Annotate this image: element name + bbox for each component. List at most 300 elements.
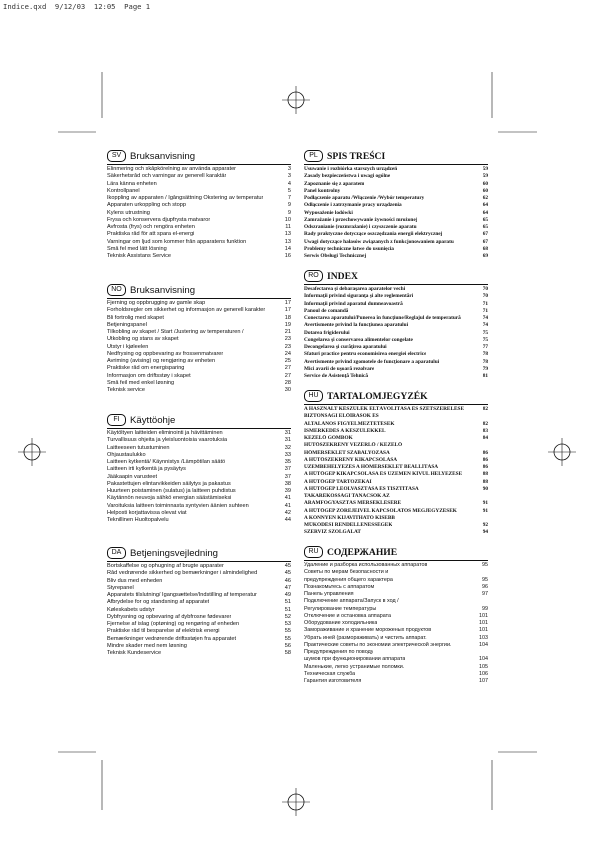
toc-entry[interactable] bbox=[304, 620, 488, 627]
toc-entry-page: 74 bbox=[482, 315, 488, 321]
toc-entry-text: Оборудование холодильника bbox=[304, 620, 378, 626]
toc-entry-page bbox=[484, 442, 488, 449]
toc-entry[interactable] bbox=[107, 445, 291, 452]
toc-entry-text: Lära känna enheten bbox=[107, 180, 157, 187]
toc-entry[interactable] bbox=[304, 322, 488, 329]
toc-entry[interactable] bbox=[304, 173, 488, 180]
toc-entry-page: 84 bbox=[482, 435, 488, 441]
section-title: Bruksanvisning bbox=[130, 284, 196, 296]
toc-entry[interactable] bbox=[304, 508, 488, 515]
toc-entry-text: ÜZEMBEHELYEZÉS A HŐMÉRSÉKLET BEÁLLÍTÁSA bbox=[304, 464, 439, 470]
toc-entry-page: 94 bbox=[482, 529, 488, 536]
toc-entry[interactable] bbox=[304, 613, 488, 620]
toc-entry-text: Убрать иней (размораживать) и чистить аппарат. bbox=[304, 634, 427, 641]
toc-entry[interactable] bbox=[107, 488, 291, 495]
toc-entry-text: TAKARÉKOSSÁGI TANÁCSOK AZ bbox=[304, 493, 390, 499]
toc-entry-text: Удаление и разборка использованных аппаратов bbox=[304, 562, 428, 568]
section-rule bbox=[107, 561, 291, 562]
toc-entry[interactable] bbox=[304, 500, 488, 507]
toc-entry-text: Praktiska råd för att spara el-energi bbox=[107, 231, 195, 238]
toc-entry[interactable] bbox=[107, 466, 291, 473]
toc-entry-page: 7 bbox=[287, 195, 291, 201]
toc-entry-text: Ohjaustaulukko bbox=[107, 451, 146, 458]
toc-entry[interactable] bbox=[107, 210, 291, 217]
toc-entry-page: 88 bbox=[482, 478, 488, 485]
toc-entry[interactable] bbox=[304, 253, 488, 260]
toc-entry-text: Avfrosta (frys) och rengöra enheten bbox=[107, 224, 195, 230]
toc-entry-page: 56 bbox=[284, 642, 291, 649]
toc-entry[interactable] bbox=[304, 479, 488, 486]
toc-entry[interactable] bbox=[304, 591, 488, 598]
toc-entry-text: Odszranianie (rozmrażanie) i czyszczenie aparatu bbox=[304, 224, 417, 230]
toc-entry-page: 37 bbox=[284, 466, 291, 473]
toc-entry[interactable] bbox=[107, 365, 291, 372]
toc-entry-text: Käytännön neuvoja sähkö energian säästämiseksi bbox=[107, 495, 232, 502]
toc-entry[interactable] bbox=[107, 495, 291, 502]
toc-section-ro bbox=[304, 270, 488, 380]
toc-entry[interactable] bbox=[304, 569, 488, 576]
toc-entry-page: 59 bbox=[482, 173, 488, 180]
toc-entry-text: Avertismente privind zgomotele de funcţionare a aparatului bbox=[304, 358, 440, 365]
toc-entry[interactable] bbox=[304, 577, 488, 584]
toc-entry[interactable] bbox=[107, 563, 291, 570]
toc-entry[interactable] bbox=[107, 195, 291, 202]
section-rule bbox=[304, 404, 488, 405]
toc-entry-page: 64 bbox=[482, 202, 488, 209]
toc-entry-page: 33 bbox=[284, 451, 291, 458]
toc-section-da bbox=[107, 547, 291, 657]
toc-entry[interactable] bbox=[304, 373, 488, 380]
toc-entry-page bbox=[484, 515, 488, 522]
toc-entry-text: Pakastettujen elintarvikkeiden säilytys ja pakastus bbox=[107, 480, 231, 487]
toc-entry[interactable] bbox=[304, 450, 488, 457]
section-title: Betjeningsvejledning bbox=[130, 547, 219, 559]
toc-entry-page: 91 bbox=[482, 507, 488, 514]
toc-entry-text: Frysa och konservera djupfrysta matvaror bbox=[107, 216, 211, 223]
toc-entry[interactable] bbox=[107, 181, 291, 188]
toc-entry-text: Гарантия изготовителя bbox=[304, 678, 362, 684]
toc-entry-page: 68 bbox=[482, 245, 488, 252]
toc-entry[interactable] bbox=[304, 584, 488, 591]
toc-entry[interactable] bbox=[107, 614, 291, 621]
toc-entry-text: Afbrydelse for og standsning af apparatet bbox=[107, 599, 210, 606]
toc-entry-page: 86 bbox=[482, 456, 488, 463]
toc-entry-page: 27 bbox=[284, 365, 291, 372]
toc-entry-page: 41 bbox=[284, 502, 291, 509]
toc-entry-text: Подключение аппарата/Запуск в ход / bbox=[304, 598, 399, 605]
toc-entry-text: Teknisk Kundeservice bbox=[107, 650, 162, 656]
toc-entry-text: A HASZNÁLT KÉSZÜLÉK ELTÁVOLÍTÁSA ÉS SZÉTSZERELÉSE bbox=[304, 406, 465, 412]
toc-entry[interactable] bbox=[107, 246, 291, 253]
toc-entry-page: 88 bbox=[482, 471, 488, 478]
toc-entry[interactable] bbox=[107, 315, 291, 322]
toc-entry-page: 95 bbox=[482, 576, 488, 583]
toc-entry-text: ÁLTALÁNOS FIGYELMEZTETÉSEK bbox=[304, 420, 395, 427]
toc-entry-text: Conectarea aparatului/Punerea în funcţiune/Reglajul de temperatură bbox=[304, 315, 461, 321]
toc-entry[interactable] bbox=[107, 578, 291, 585]
toc-entry-text: Problemy techniczne łatwe do usunięcia bbox=[304, 245, 394, 252]
toc-entry-text: Betjeningspanel bbox=[107, 321, 147, 328]
toc-entry[interactable] bbox=[304, 562, 488, 569]
toc-entry[interactable] bbox=[107, 570, 291, 577]
toc-entry[interactable] bbox=[304, 671, 488, 678]
toc-entry[interactable] bbox=[304, 231, 488, 238]
toc-entry-text: HŐMÉRSÉKLET SZABÁLYOZÁSA bbox=[304, 449, 390, 456]
toc-entry-text: Laitteen kytkentä/ Käynnistys /Lämpötilan säätö bbox=[107, 459, 226, 465]
toc-entry-text: Панель управления bbox=[304, 591, 354, 597]
toc-entry-page: 42 bbox=[284, 509, 291, 516]
toc-entry-text: Teknisk Assistans Service bbox=[107, 253, 172, 259]
toc-entry[interactable] bbox=[107, 329, 291, 336]
toc-entry[interactable] bbox=[107, 344, 291, 351]
toc-entry[interactable] bbox=[304, 246, 488, 253]
toc-entry-text: Congelarea şi conservarea alimentelor congelate bbox=[304, 336, 413, 343]
toc-entry[interactable] bbox=[107, 358, 291, 365]
toc-entry[interactable] bbox=[304, 337, 488, 344]
toc-entry-text: Предупреждения по поводу bbox=[304, 649, 374, 655]
toc-entry-text: ISMERKEDÉS A KÉSZÜLÉKKEL bbox=[304, 427, 386, 434]
toc-entry[interactable] bbox=[304, 486, 488, 493]
toc-entry[interactable] bbox=[107, 517, 291, 524]
toc-entry-text: Forholdsregler om sikkerhet og informasjon av generell karakter bbox=[107, 307, 266, 314]
toc-entry-text: Fjerning og oppbrugging av gamle skap bbox=[107, 300, 206, 306]
toc-entry-text: A HŰTŐGÉP LEOLVASZTÁSA ÉS TISZTÍTÁSA bbox=[304, 485, 419, 492]
toc-entry-text: Bortskaffelse og ophugning af brugte apparater bbox=[107, 563, 224, 569]
toc-entry-page: 74 bbox=[482, 322, 488, 329]
toc-entry-page: 18 bbox=[284, 314, 291, 321]
section-header bbox=[304, 270, 488, 282]
toc-entry[interactable] bbox=[304, 181, 488, 188]
section-title: СОДЕРЖАНИЕ bbox=[327, 546, 398, 558]
toc-entry[interactable] bbox=[304, 188, 488, 195]
toc-entry-text: Bemærkninger vedrørende driftsstøjen fra apparatet bbox=[107, 635, 237, 642]
toc-entry[interactable] bbox=[107, 188, 291, 195]
toc-entry[interactable] bbox=[107, 380, 291, 387]
toc-entry-text: Dotarea frigiderului bbox=[304, 329, 350, 336]
toc-entry-page: 101 bbox=[479, 627, 488, 634]
toc-entry-page: 13 bbox=[284, 231, 291, 238]
toc-entry[interactable] bbox=[304, 642, 488, 649]
toc-entry-text: Panoul de comandă bbox=[304, 307, 349, 314]
section-rule bbox=[107, 298, 291, 299]
toc-entry-page: 9 bbox=[287, 202, 291, 209]
toc-entry[interactable] bbox=[304, 217, 488, 224]
toc-entry-text: Turvallisuus ohjeita ja yleisluontoisia vaarotuksia bbox=[107, 437, 228, 444]
toc-entry[interactable] bbox=[304, 239, 488, 246]
toc-entry-text: A HŰTŐGÉP TARTOZÉKAI bbox=[304, 478, 372, 485]
toc-entry[interactable] bbox=[304, 224, 488, 231]
toc-entry[interactable] bbox=[304, 359, 488, 366]
toc-entry-text: Apparaten urkoppling och stopp bbox=[107, 202, 186, 209]
toc-entry-text: Køleskabets udstyr bbox=[107, 606, 155, 613]
toc-entry-page: 62 bbox=[482, 195, 488, 201]
toc-entry[interactable] bbox=[304, 493, 488, 500]
toc-entry-page: 67 bbox=[482, 238, 488, 245]
toc-entry-text: предупреждения общего характера bbox=[304, 576, 393, 583]
toc-entry-page: 51 bbox=[284, 606, 291, 613]
toc-entry[interactable] bbox=[107, 599, 291, 606]
toc-entry-text: Регулирование температуры bbox=[304, 605, 377, 612]
toc-entry[interactable] bbox=[304, 522, 488, 529]
toc-entry[interactable] bbox=[304, 464, 488, 471]
toc-entry-text: Apparatets tilslutning/ Igangsættelse/Indstilling af temperatur bbox=[107, 592, 257, 598]
toc-entry[interactable] bbox=[107, 239, 291, 246]
toc-entry-page: 38 bbox=[284, 480, 291, 487]
toc-entry[interactable] bbox=[107, 166, 291, 173]
toc-entry-page: 65 bbox=[482, 216, 488, 223]
toc-entry-page: 71 bbox=[482, 300, 488, 307]
toc-entry-page: 21 bbox=[284, 329, 291, 335]
toc-entry[interactable] bbox=[107, 300, 291, 307]
toc-entry-page: 28 bbox=[284, 379, 291, 386]
toc-entry-text: Mici avarii de uşoară rezolvare bbox=[304, 365, 375, 372]
toc-entry-page: 90 bbox=[482, 485, 488, 492]
toc-entry-page: 37 bbox=[284, 473, 291, 480]
toc-entry-page: 75 bbox=[482, 329, 488, 336]
language-badge: PL bbox=[304, 150, 323, 162]
toc-entry-text: Замораживание и хранение мороженых продуктов bbox=[304, 627, 432, 634]
toc-section-fi bbox=[107, 414, 291, 524]
toc-entry-text: Små feil med enkel løsning bbox=[107, 379, 175, 386]
toc-entry-page: 27 bbox=[284, 372, 291, 379]
toc-entry-page: 14 bbox=[284, 245, 291, 252]
toc-entry[interactable] bbox=[304, 315, 488, 322]
toc-entry-text: Käytöltyen laitteiden eliminointi ja hävittäminen bbox=[107, 430, 223, 436]
section-title: Bruksanvisning bbox=[130, 150, 196, 162]
toc-entry-text: Praktiske råd til besparelse af elektrisk energi bbox=[107, 628, 220, 635]
toc-entry-page: 4 bbox=[287, 180, 291, 187]
toc-entry-page: 86 bbox=[482, 449, 488, 456]
toc-entry[interactable] bbox=[304, 457, 488, 464]
toc-entry[interactable] bbox=[304, 678, 488, 685]
section-rule bbox=[304, 164, 488, 165]
toc-entry[interactable] bbox=[107, 224, 291, 231]
section-title: Käyttöohje bbox=[130, 414, 176, 426]
toc-entry-text: ÁRAMFOGYASZTÁS MÉRSÉKLÉSÉRE bbox=[304, 500, 402, 507]
toc-entry-text: Varningar om ljud som kommer från apparatens funktion bbox=[107, 238, 247, 245]
toc-entry-page: 81 bbox=[482, 373, 488, 379]
toc-entry-page: 71 bbox=[482, 307, 488, 314]
toc-entry-page: 86 bbox=[482, 464, 488, 470]
toc-entry-text: Практические советы по экономии электрической энергии. bbox=[304, 641, 452, 648]
toc-entry-page bbox=[484, 649, 488, 656]
toc-entry-text: Ikoppling av apparaten / Igångsättning Ökstering av temperatur bbox=[107, 195, 264, 201]
section-rule bbox=[304, 560, 488, 561]
toc-entry[interactable] bbox=[107, 592, 291, 599]
toc-entry-page: 52 bbox=[284, 613, 291, 620]
toc-entry-page: 101 bbox=[479, 620, 488, 626]
toc-entry[interactable] bbox=[304, 428, 488, 435]
toc-entry-page: 78 bbox=[482, 358, 488, 365]
section-rule bbox=[107, 428, 291, 429]
toc-entry-text: Zamrażanie i przechowywanie żywności mrożonej bbox=[304, 216, 418, 223]
toc-entry[interactable] bbox=[304, 195, 488, 202]
toc-entry[interactable] bbox=[107, 474, 291, 481]
toc-entry-page: 103 bbox=[479, 634, 488, 641]
toc-entry-text: Mindre skader med nem løsning bbox=[107, 642, 187, 649]
toc-entry[interactable] bbox=[304, 515, 488, 522]
toc-entry[interactable] bbox=[107, 322, 291, 329]
toc-section-pl bbox=[304, 150, 488, 260]
toc-entry-text: Huurteen poistaminen (sulatus) ja laitteen puhdistus bbox=[107, 488, 236, 494]
toc-entry[interactable] bbox=[107, 510, 291, 517]
toc-entry-page: 53 bbox=[284, 621, 291, 627]
section-title: TARTALOMJEGYZÉK bbox=[327, 390, 428, 402]
toc-entry[interactable] bbox=[107, 636, 291, 643]
toc-entry-page: 44 bbox=[284, 517, 291, 523]
toc-entry[interactable] bbox=[107, 173, 291, 180]
toc-entry[interactable] bbox=[107, 336, 291, 343]
toc-entry-text: Техническая служба bbox=[304, 670, 356, 677]
toc-entry-page: 97 bbox=[482, 591, 488, 597]
toc-entry-page: 69 bbox=[482, 253, 488, 259]
toc-entry[interactable] bbox=[304, 330, 488, 337]
toc-entry[interactable] bbox=[107, 481, 291, 488]
toc-entry-page: 60 bbox=[482, 180, 488, 187]
toc-entry[interactable] bbox=[107, 650, 291, 657]
toc-entry[interactable] bbox=[304, 351, 488, 358]
toc-entry[interactable] bbox=[107, 628, 291, 635]
toc-entry[interactable] bbox=[304, 529, 488, 536]
toc-entry[interactable] bbox=[304, 435, 488, 442]
toc-entry-text: Utstyr i kjøleelen bbox=[107, 343, 149, 350]
toc-entry-text: Teknisk service bbox=[107, 387, 145, 393]
toc-entry-text: Små fel med lätt lösning bbox=[107, 245, 167, 252]
toc-entry[interactable] bbox=[107, 437, 291, 444]
toc-entry[interactable] bbox=[304, 421, 488, 428]
toc-entry-page: 70 bbox=[482, 293, 488, 300]
toc-entry-text: Bli fortrolig med skapet bbox=[107, 314, 164, 321]
toc-entry-page: 101 bbox=[479, 612, 488, 619]
toc-entry[interactable] bbox=[304, 442, 488, 449]
toc-entry-page: 31 bbox=[284, 430, 291, 436]
toc-entry[interactable] bbox=[304, 210, 488, 217]
toc-entry-text: Советы по мерам безопасности и bbox=[304, 569, 389, 576]
toc-entry[interactable] bbox=[304, 471, 488, 478]
toc-entry-page: 104 bbox=[479, 656, 488, 663]
toc-entry-page: 64 bbox=[482, 209, 488, 216]
toc-entry-text: Kylens utrustning bbox=[107, 209, 150, 216]
toc-entry-text: Отключение и остановка аппарата bbox=[304, 612, 391, 619]
section-header bbox=[304, 390, 488, 402]
section-title: SPIS TREŚCI bbox=[327, 150, 386, 162]
toc-entry[interactable] bbox=[304, 627, 488, 634]
toc-entry-text: Маленькие, легко устранимые поломки. bbox=[304, 663, 405, 670]
toc-entry[interactable] bbox=[107, 643, 291, 650]
section-header bbox=[304, 150, 488, 162]
toc-entry-text: Zapoznanie się z aparatem bbox=[304, 180, 365, 187]
toc-entry[interactable] bbox=[107, 307, 291, 314]
toc-entry-page: 3 bbox=[287, 173, 291, 180]
language-badge: DA bbox=[107, 547, 126, 559]
toc-entry-page: 35 bbox=[284, 459, 291, 465]
toc-entry[interactable] bbox=[304, 656, 488, 663]
toc-entry-page: 95 bbox=[482, 562, 488, 568]
toc-entry[interactable] bbox=[107, 373, 291, 380]
toc-entry-text: Avriming (avising) og rengjøring av enheten bbox=[107, 358, 216, 364]
toc-entry-page bbox=[484, 569, 488, 576]
toc-entry-page: 24 bbox=[284, 350, 291, 357]
toc-entry[interactable] bbox=[107, 253, 291, 260]
section-header bbox=[107, 150, 291, 162]
toc-entry[interactable] bbox=[304, 344, 488, 351]
toc-entry[interactable] bbox=[304, 293, 488, 300]
toc-entry-text: шумов при функционировании аппарата bbox=[304, 656, 406, 663]
toc-entry[interactable] bbox=[107, 430, 291, 437]
toc-entry[interactable] bbox=[304, 301, 488, 308]
toc-entry[interactable] bbox=[107, 621, 291, 628]
toc-entry-text: Rady praktyczne dotyczące oszczędzania energii elektrycznej bbox=[304, 231, 443, 238]
toc-entry-text: Laitteeseen tutustuminen bbox=[107, 444, 170, 451]
toc-entry[interactable] bbox=[304, 649, 488, 656]
toc-entry[interactable] bbox=[107, 351, 291, 358]
toc-entry-page: 60 bbox=[482, 187, 488, 194]
toc-entry-page: 5 bbox=[287, 187, 291, 194]
toc-entry[interactable] bbox=[304, 598, 488, 605]
toc-entry[interactable] bbox=[304, 413, 488, 420]
section-rule bbox=[304, 284, 488, 285]
toc-entry-text: A HŰTŐGÉP ZÖREJEIVEL KAPCSOLATOS MEGJEGYZÉSEK bbox=[304, 507, 457, 514]
section-rule bbox=[107, 164, 291, 165]
section-header bbox=[304, 546, 488, 558]
toc-entry-text: Informaţii privind aparatul dumneavoastră bbox=[304, 300, 403, 307]
language-badge: SV bbox=[107, 150, 126, 162]
toc-entry-page: 79 bbox=[482, 365, 488, 372]
toc-entry[interactable] bbox=[304, 366, 488, 373]
language-badge: RO bbox=[304, 270, 323, 282]
toc-entry[interactable] bbox=[107, 459, 291, 466]
toc-entry[interactable] bbox=[304, 406, 488, 413]
toc-entry-page: 25 bbox=[284, 358, 291, 364]
toc-entry[interactable] bbox=[107, 231, 291, 238]
toc-entry-page: 19 bbox=[284, 321, 291, 328]
toc-entry-text: Познакомьтесь с аппаратом bbox=[304, 583, 375, 590]
toc-entry[interactable] bbox=[107, 387, 291, 394]
toc-entry[interactable] bbox=[107, 217, 291, 224]
toc-entry[interactable] bbox=[304, 308, 488, 315]
toc-entry[interactable] bbox=[304, 635, 488, 642]
toc-entry[interactable] bbox=[107, 452, 291, 459]
toc-entry-page: 58 bbox=[284, 650, 291, 656]
toc-entry-text: Varoituksia laitteen toiminnasta syntyvien äänien suhteen bbox=[107, 502, 249, 509]
section-header bbox=[107, 284, 291, 296]
language-badge: NO bbox=[107, 284, 126, 296]
toc-entry-page: 49 bbox=[284, 592, 291, 598]
toc-entry-page: 17 bbox=[284, 300, 291, 306]
toc-entry-page: 16 bbox=[284, 253, 291, 259]
toc-entry[interactable] bbox=[304, 202, 488, 209]
toc-entry-text: Avertismente privind la funcţiunea aparatului bbox=[304, 322, 409, 329]
toc-entry-page: 9 bbox=[287, 209, 291, 216]
toc-entry-page: 55 bbox=[284, 628, 291, 635]
toc-entry-text: Fjernelse af islag (optøning) og rengøring af enheden bbox=[107, 621, 240, 627]
toc-entry[interactable] bbox=[304, 286, 488, 293]
toc-entry[interactable] bbox=[107, 607, 291, 614]
toc-entry-page: 51 bbox=[284, 599, 291, 606]
toc-entry-page: 45 bbox=[284, 570, 291, 577]
language-badge: HU bbox=[304, 390, 323, 402]
toc-entry-text: Decongelarea şi curăţirea aparatului bbox=[304, 344, 387, 350]
toc-entry[interactable] bbox=[304, 166, 488, 173]
toc-entry-text: Bliv dus med enheden bbox=[107, 577, 163, 584]
toc-entry[interactable] bbox=[107, 585, 291, 592]
toc-entry-text: Wyposażenie lodówki bbox=[304, 209, 353, 216]
toc-entry[interactable] bbox=[107, 503, 291, 510]
toc-entry[interactable] bbox=[304, 606, 488, 613]
toc-entry[interactable] bbox=[304, 664, 488, 671]
toc-entry-text: Tilkobling av skapet / Start /Justering av temperaturen / bbox=[107, 329, 244, 335]
toc-entry[interactable] bbox=[107, 202, 291, 209]
